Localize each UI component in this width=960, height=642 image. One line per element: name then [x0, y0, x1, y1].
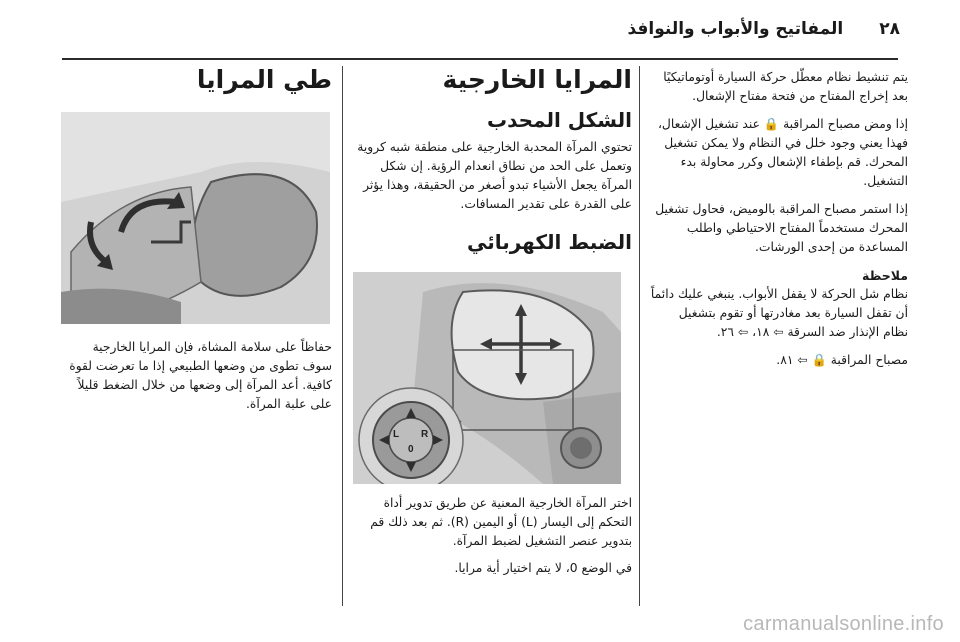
- page-number: ٢٨: [879, 19, 900, 39]
- label-r: R: [421, 429, 429, 440]
- convex-shape-text: تحتوي المرآة المحدبة الخارجية على منطقة شبه كروية وتعمل على الحد من نطاق انعدام الرؤية. إن شكل المرآة يجعل الأشياء تبدو أصغر من الحقيقة، وهذا يؤثر على القدرة على تقدير المسافات.: [357, 140, 632, 211]
- watermark: carmanualsonline.info: [743, 613, 944, 635]
- right-column: [650, 68, 908, 370]
- folding-mirror-drawing: [61, 112, 330, 324]
- column-divider-right: [639, 66, 640, 606]
- note-text: نظام شل الحركة لا يقفل الأبواب. ينبغي عليك دائماً أن تقفل السيارة بعد مغادرتها أو تقوم بتشغيل نظام الإنذار ضد السرقة ⇦ ١٨، ⇦ ٢٦.: [650, 287, 908, 339]
- immobilizer-paragraph-2: إذا ومض مصباح المراقبة 🔒 عند تشغيل الإشعال، فهذا يعني وجود خلل في النظام ولا يمكن تشغيل المحرك. قم بإطفاء الإشعال وكرر محاولة بدء التشغيل.: [657, 117, 908, 188]
- label-l: L: [393, 429, 400, 440]
- mirror-control-drawing: [353, 272, 621, 484]
- electric-adjustment-text-1: اختر المرآة الخارجية المعنية عن طريق تدوير أداة التحكم إلى اليسار (L) أو اليمين (R). ثم بعد ذلك قم بتدوير عنصر التشغيل لضبط المرآة.: [370, 496, 632, 548]
- mirror-control-illustration: [353, 272, 621, 484]
- note-heading: ملاحظة: [862, 268, 908, 283]
- folding-mirrors-text: حفاظاً على سلامة المشاة، فإن المرايا الخارجية سوف تطوى من وضعها الطبيعي إذا ما تعرضت لقوة كافية. أعد المرآة إلى وضعها من خلال الضغط قليلاً على علبة المرآة.: [69, 340, 332, 411]
- folding-mirrors-heading: طي المرايا: [196, 65, 332, 94]
- immobilizer-paragraph-1: يتم تنشيط نظام معطّل حركة السيارة أوتوماتيكيًا بعد إخراج المفتاح من فتحة مفتاح الإشعال.: [663, 70, 908, 103]
- electric-adjustment-heading: الضبط الكهربائي: [466, 230, 632, 254]
- label-zero: 0: [408, 444, 414, 455]
- left-column: [60, 64, 332, 96]
- section-title-exterior-mirrors: المرايا الخارجية: [442, 65, 632, 94]
- chapter-title: المفاتيح والأبواب والنوافذ: [627, 19, 844, 39]
- middle-column-lower: [352, 494, 632, 578]
- header-rule: [62, 58, 898, 60]
- left-column-lower: [60, 338, 332, 414]
- column-divider-left: [342, 66, 343, 606]
- folding-mirror-illustration: [61, 112, 330, 324]
- immobilizer-paragraph-3: إذا استمر مصباح المراقبة بالوميض، فحاول تشغيل المحرك مستخدماً المفتاح الاحتياطي واطلب المساعدة من إحدى الورشات.: [655, 202, 908, 254]
- page-header: [60, 14, 900, 44]
- control-light-reference: مصباح المراقبة 🔒 ⇦ ٨١.: [776, 353, 908, 367]
- electric-adjustment-text-2: في الوضع 0، لا يتم اختيار أية مرايا.: [454, 561, 632, 575]
- middle-column: [352, 64, 632, 256]
- convex-shape-heading: الشكل المحدب: [487, 108, 632, 132]
